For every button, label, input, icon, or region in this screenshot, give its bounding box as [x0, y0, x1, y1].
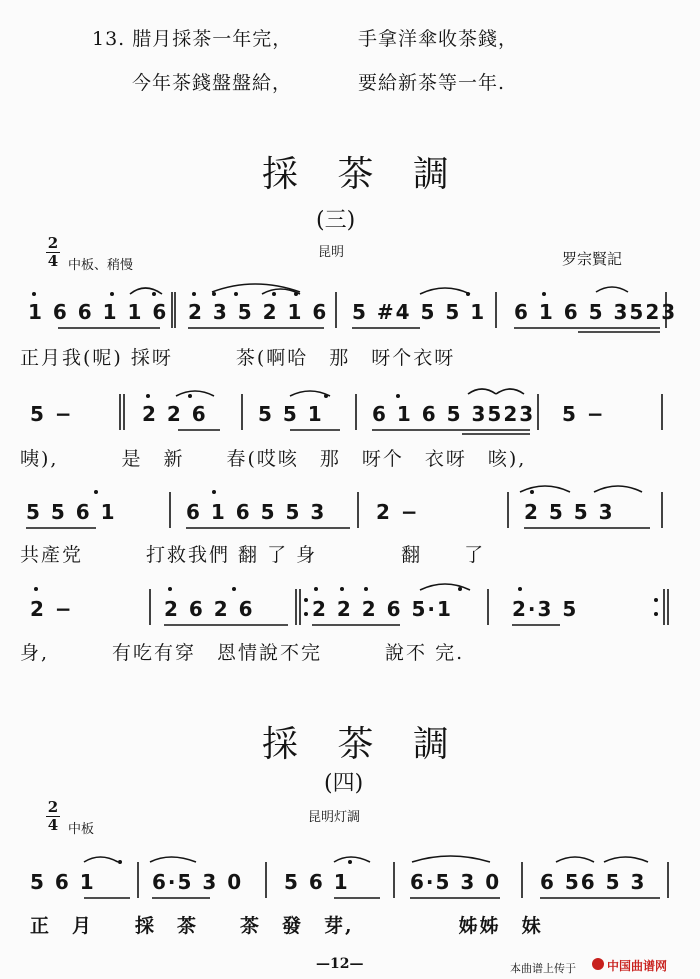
verse-line2-left: 今年茶錢盤盤給， [132, 72, 293, 94]
song3-time-top: 2 [47, 234, 59, 252]
score4-row1-measure4: 6·5 3 0 [410, 870, 502, 894]
lyrics4-row1: 正 月 採 茶 茶 發 芽, 姊姊 妹 [30, 915, 543, 937]
score-row3-measure3: 2 − [376, 500, 420, 524]
page-number: —12— [316, 956, 364, 972]
lyrics-row2: 咦), 是 新 春(哎咳 那 呀个 衣呀 咳), [20, 448, 527, 470]
song4-region: 昆明灯調 [308, 810, 361, 825]
score-row4-measure1: 2 − [30, 597, 74, 621]
score-row2-measure1: 5 − [30, 402, 74, 426]
score-row3-measure1: 5 5 6 1 [26, 500, 117, 524]
score4-row1-measure3: 5 6 1 [284, 870, 350, 894]
lyrics-row4: 身, 有吃有穿 恩情說不完 說不 完. [20, 642, 465, 664]
song3-region: 昆明 [318, 245, 345, 260]
lyrics-row1: 正月我(呢) 採呀 茶(啊哈 那 呀个衣呀 [20, 347, 456, 369]
song4-time-bottom: 4 [47, 816, 59, 834]
score-row2-measure5: 5 − [562, 402, 606, 426]
song4-title: 採 茶 調 [262, 724, 463, 765]
song4-time-top: 2 [47, 798, 59, 816]
verse-line2-right: 要給新茶等一年. [358, 72, 506, 94]
score-row1-measure1: 1 6 6 1 1 6 [28, 300, 169, 324]
song3-recorder: 罗宗賢記 [562, 250, 623, 268]
score4-row1-measure5: 6 56 5 3 [540, 870, 647, 894]
upload-credit: 本曲谱上传于 [510, 962, 576, 975]
song3-tempo: 中板、稍慢 [68, 258, 134, 273]
score-row3-measure4: 2 5 5 3 [524, 500, 615, 524]
song3-number: (三) [316, 208, 356, 233]
score-row4-measure4: 2·3 5 [512, 597, 579, 621]
score-row4-measure2: 2 6 2 6 [164, 597, 255, 621]
score-row2-measure4: 6 1 6 5 3523 [372, 402, 536, 426]
score4-row1-measure2: 6·5 3 0 [152, 870, 244, 894]
song3-title: 採 茶 調 [262, 154, 463, 195]
score-row1-measure3: 5 #4 5 5 1 [352, 300, 487, 324]
song4-number: (四) [324, 771, 364, 796]
verse-line1-left: 13. 腊月採茶一年完， [92, 28, 293, 50]
score-row2-measure2: 2 2 6 [142, 402, 208, 426]
score-row1-measure4: 6 1 6 5 3523 [514, 300, 678, 324]
lyrics-row3: 共產党 打救我們 翻 了 身 翻 了 [20, 544, 486, 566]
verse-line1-right: 手拿洋傘收茶錢， [358, 28, 519, 50]
song4-tempo: 中板 [68, 822, 95, 837]
score-row4-measure3: 2 2 2 6 5·1 [312, 597, 453, 621]
score4-row1-measure1: 5 6 1 [30, 870, 96, 894]
site-brand: 中国曲谱网 [607, 959, 668, 973]
score-row3-measure2: 6 1 6 5 5 3 [186, 500, 327, 524]
score-row1-measure2: 2 3 5 2 1 6 [188, 300, 329, 324]
score-row2-measure3: 5 5 1 [258, 402, 324, 426]
song3-time-bottom: 4 [47, 252, 59, 270]
